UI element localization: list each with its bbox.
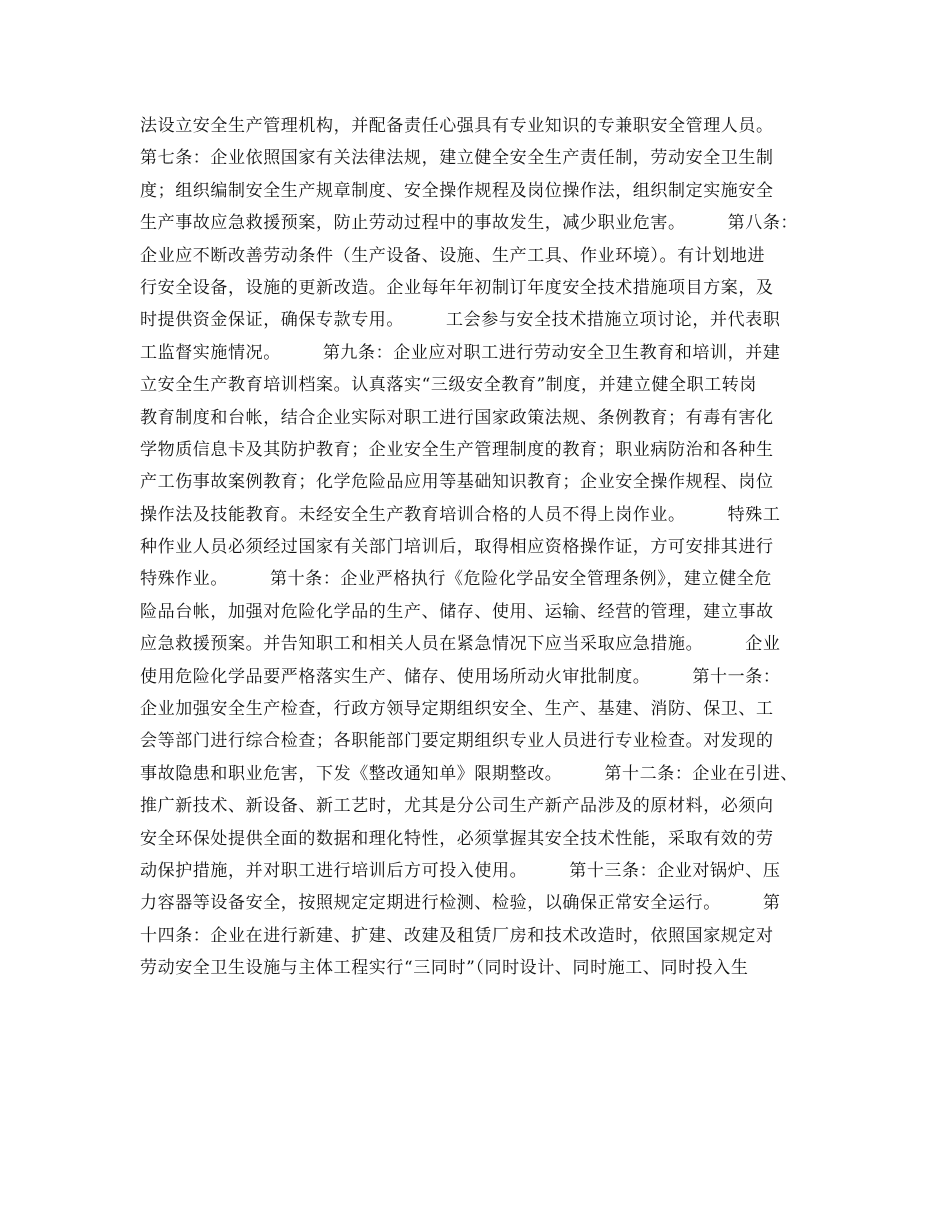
text-line-4: 生产事故应急救援预案，防止劳动过程中的事故发生，减少职业危害。 第八条： xyxy=(140,213,799,234)
text-line-1: 法设立安全生产管理机构，并配备责任心强具有专业知识的专兼职安全管理人员。 xyxy=(140,116,774,136)
text-line-22: 推广新技术、新设备、新工艺时，尤其是分公司生产新产品涉及的原材料，必须向 xyxy=(140,796,774,817)
text-line-8: 工监督实施情况。 第九条：企业应对职工进行劳动安全卫生教育和培训，并建 xyxy=(140,342,781,363)
text-line-17: 应急救援预案。并告知职工和相关人员在紧急情况下应当采取应急措施。 企业 xyxy=(140,634,781,655)
text-line-20: 会等部门进行综合检查；各职能部门要定期组织专业人员进行专业检查。对发现的 xyxy=(140,731,774,752)
text-line-3: 度；组织编制安全生产规章制度、安全操作规程及岗位操作法，组织制定实施安全 xyxy=(140,180,774,201)
text-line-23: 安全环保处提供全面的数据和理化特性，必须掌握其安全技术性能，采取有效的劳 xyxy=(140,828,774,849)
text-line-10: 教育制度和台帐，结合企业实际对职工进行国家政策法规、条例教育；有毒有害化 xyxy=(140,407,774,428)
text-line-5: 企业应不断改善劳动条件（生产设备、设施、生产工具、作业环境）。有计划地进 xyxy=(140,245,766,266)
text-line-13: 操作法及技能教育。未经安全生产教育培训合格的人员不得上岗作业。 特殊工 xyxy=(140,504,781,525)
text-line-9: 立安全生产教育培训档案。认真落实“三级安全教育”制度，并建立健全职工转岗 xyxy=(140,375,757,396)
text-line-16: 险品台帐，加强对危险化学品的生产、储存、使用、运输、经营的管理，建立事故 xyxy=(140,601,774,622)
text-line-21: 事故隐患和职业危害，下发《整改通知单》限期整改。 第十二条：企业在引进、 xyxy=(140,763,799,784)
text-line-14: 种作业人员必须经过国家有关部门培训后，取得相应资格操作证，方可安排其进行 xyxy=(140,537,774,558)
text-line-2: 第七条：企业依照国家有关法律法规，建立健全安全生产责任制，劳动安全卫生制 xyxy=(140,148,774,169)
document-body-text xyxy=(140,110,820,985)
text-line-27: 劳动安全卫生设施与主体工程实行“三同时”（同时设计、同时施工、同时投入生 xyxy=(140,958,749,979)
text-line-24: 动保护措施，并对职工进行培训后方可投入使用。 第十三条：企业对锅炉、压 xyxy=(140,860,781,881)
text-line-19: 企业加强安全生产检查，行政方领导定期组织安全、生产、基建、消防、保卫、工 xyxy=(140,699,774,720)
text-line-26: 十四条：企业在进行新建、扩建、改建及租赁厂房和技术改造时，依照国家规定对 xyxy=(140,925,774,946)
text-line-18: 使用危险化学品要严格落实生产、储存、使用场所动火审批制度。 第十一条： xyxy=(140,666,781,687)
text-line-25: 力容器等设备安全，按照规定定期进行检测、检验，以确保正常安全运行。 第 xyxy=(140,893,781,914)
text-line-6: 行安全设备，设施的更新改造。企业每年年初制订年度安全技术措施项目方案，及 xyxy=(140,277,774,298)
text-line-15: 特殊作业。 第十条：企业严格执行《危险化学品安全管理条例》，建立健全危 xyxy=(140,569,772,590)
text-line-7: 时提供资金保证，确保专款专用。 工会参与安全技术措施立项讨论，并代表职 xyxy=(140,310,781,331)
text-line-11: 学物质信息卡及其防护教育；企业安全生产管理制度的教育；职业病防治和各种生 xyxy=(140,439,774,460)
text-line-12: 产工伤事故案例教育；化学危险品应用等基础知识教育；企业安全操作规程、岗位 xyxy=(140,472,774,493)
